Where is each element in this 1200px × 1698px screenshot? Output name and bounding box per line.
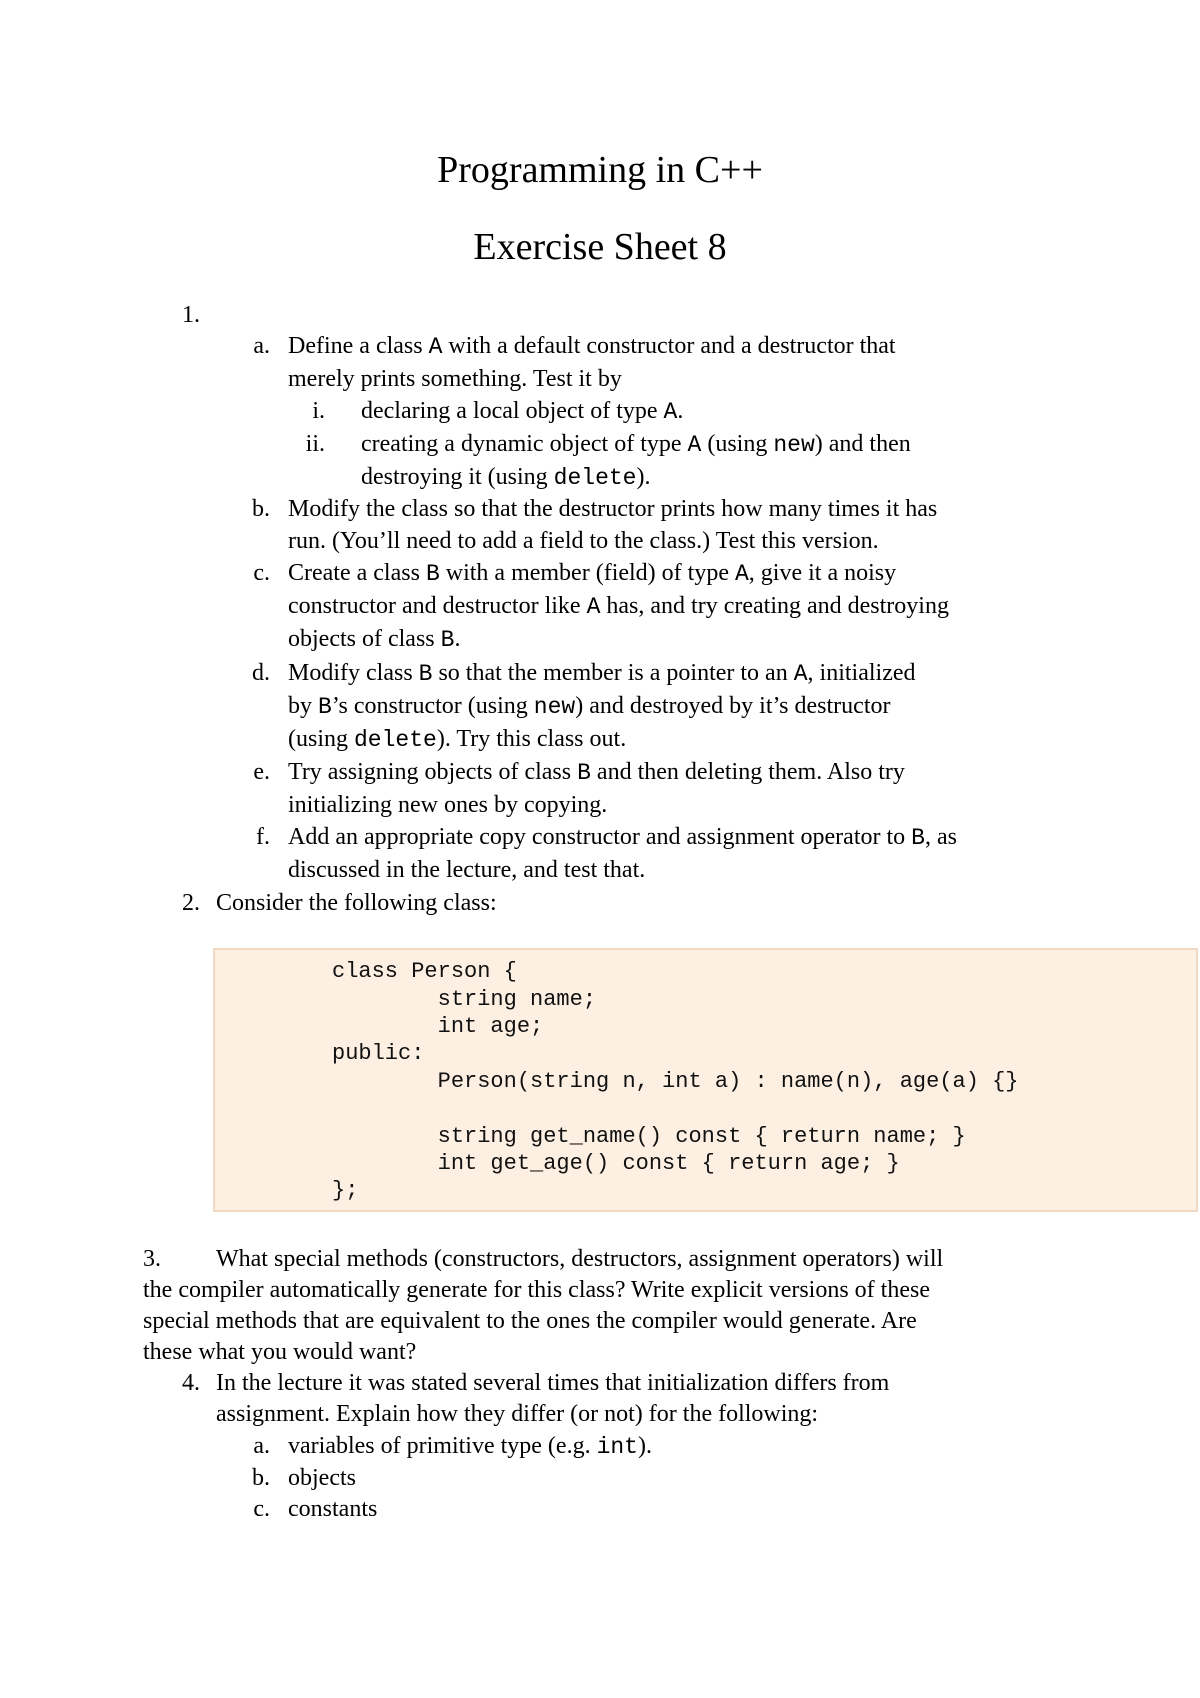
text: destroying it (using xyxy=(361,464,554,490)
q4-line2: assignment. Explain how they differ (or not) for the following: xyxy=(216,1401,819,1427)
text: ). xyxy=(638,1433,652,1459)
text: , as xyxy=(924,824,957,850)
text: Add an appropriate copy constructor and assignment operator to xyxy=(288,824,912,850)
page-title: Programming in C++ xyxy=(437,149,763,191)
q1a-ii-marker: ii. xyxy=(305,431,325,457)
q4c-line: constants xyxy=(288,1496,378,1522)
text: by xyxy=(288,693,318,719)
q1d-marker: d. xyxy=(252,660,270,686)
text: constructor and destructor like xyxy=(288,593,587,619)
q4b-line: objects xyxy=(288,1465,356,1491)
q1a-line1 xyxy=(288,331,896,362)
code-token: new xyxy=(533,694,576,720)
q1a-i-line xyxy=(361,396,683,427)
q1c-line2 xyxy=(288,591,949,622)
text: creating a dynamic object of type xyxy=(361,431,688,457)
q1a-line2: merely prints something. Test it by xyxy=(288,366,622,392)
text: Create a class xyxy=(288,560,426,586)
q1a-ii-line2 xyxy=(361,462,650,493)
q4-line1: In the lecture it was stated several times that initialization differs from xyxy=(216,1370,890,1396)
q1e-line1 xyxy=(288,757,905,788)
code-line: int age; xyxy=(332,1014,544,1039)
q1e-marker: e. xyxy=(253,759,270,785)
code-token: delete xyxy=(354,727,437,753)
code-line: int get_age() const { return age; } xyxy=(332,1151,900,1176)
code-token: B xyxy=(318,694,332,720)
page-subtitle: Exercise Sheet 8 xyxy=(473,226,727,268)
code-token: A xyxy=(734,561,749,587)
code-token: delete xyxy=(553,465,637,491)
text: (using xyxy=(288,726,354,752)
code-token: B xyxy=(418,661,433,687)
q1b-marker: b. xyxy=(252,496,270,522)
q3-line3: special methods that are equivalent to the ones the compiler would generate. Are xyxy=(143,1308,917,1334)
text: ). xyxy=(636,464,651,490)
text: . xyxy=(454,626,461,652)
code-line: class Person { xyxy=(332,959,517,984)
q1d-line1 xyxy=(288,658,916,689)
q4-number: 4. xyxy=(182,1370,200,1396)
q1d-line2 xyxy=(288,691,890,722)
q2-text: Consider the following class: xyxy=(216,890,497,916)
text: and then deleting them. Also try xyxy=(590,759,905,785)
code-line: }; xyxy=(332,1178,359,1203)
text: Modify class xyxy=(288,660,419,686)
q3-line1: What special methods (constructors, destructors, assignment operators) will xyxy=(216,1246,944,1272)
text: with a default constructor and a destructor that xyxy=(442,333,896,359)
code-token: B xyxy=(425,561,440,587)
q4c-marker: c. xyxy=(253,1496,270,1522)
text: . xyxy=(677,398,684,424)
text: objects of class xyxy=(288,626,441,652)
q3-line4: these what you would want? xyxy=(143,1339,417,1365)
text: ). Try this class out. xyxy=(436,726,627,752)
code-block xyxy=(213,948,1198,1212)
code-token: A xyxy=(687,432,702,458)
q1a-i-marker: i. xyxy=(312,398,325,424)
code-token: A xyxy=(793,661,808,687)
text: (using xyxy=(701,431,774,457)
q1c-marker: c. xyxy=(253,560,270,586)
q1e-line2: initializing new ones by copying. xyxy=(288,792,608,818)
text: , give it a noisy xyxy=(748,560,897,586)
code-token: new xyxy=(773,432,815,458)
text: with a member (field) of type xyxy=(439,560,735,586)
q4a-line xyxy=(288,1431,652,1462)
q3-line2: the compiler automatically generate for this class? Write explicit versions of these xyxy=(143,1277,930,1303)
q1f-marker: f. xyxy=(256,824,270,850)
code-line: public: xyxy=(332,1041,425,1066)
q1f-line2: discussed in the lecture, and test that. xyxy=(288,857,646,883)
code-token: A xyxy=(663,399,678,425)
q4a-marker: a. xyxy=(253,1433,270,1459)
code-line: string get_name() const { return name; } xyxy=(332,1124,966,1149)
text: ) and then xyxy=(814,431,911,457)
text: so that the member is a pointer to an xyxy=(432,660,794,686)
q1-number: 1. xyxy=(182,302,200,328)
text: variables of primitive type (e.g. xyxy=(288,1433,597,1459)
code-token: A xyxy=(586,594,601,620)
text: , initialized xyxy=(807,660,916,686)
q1b-line2: run. (You’ll need to add a field to the class.) Test this version. xyxy=(288,528,879,554)
code-token: int xyxy=(596,1434,638,1460)
code-line: Person(string n, int a) : name(n), age(a) {} xyxy=(332,1069,1019,1094)
q1c-line3 xyxy=(288,624,460,655)
text: has, and try creating and destroying xyxy=(600,593,949,619)
q1a-ii-line1 xyxy=(361,429,911,460)
q1d-line3 xyxy=(288,724,626,755)
q1c-line1 xyxy=(288,558,896,589)
text: ) and destroyed by it’s destructor xyxy=(575,693,891,719)
q1f-line1 xyxy=(288,822,957,853)
text: Try assigning objects of class xyxy=(288,759,578,785)
q2-number: 2. xyxy=(182,890,200,916)
text: Define a class xyxy=(288,333,429,359)
q4b-marker: b. xyxy=(252,1465,270,1491)
text: ’s constructor (using xyxy=(331,693,534,719)
code-line: string name; xyxy=(332,987,597,1012)
code-token: B xyxy=(911,825,925,851)
code-token: B xyxy=(577,760,591,786)
q1b-line1: Modify the class so that the destructor prints how many times it has xyxy=(288,496,938,522)
q1a-marker: a. xyxy=(253,333,270,359)
code-token: B xyxy=(440,627,455,653)
q3-number: 3. xyxy=(143,1246,161,1272)
code-token: A xyxy=(428,334,443,360)
text: declaring a local object of type xyxy=(361,398,664,424)
